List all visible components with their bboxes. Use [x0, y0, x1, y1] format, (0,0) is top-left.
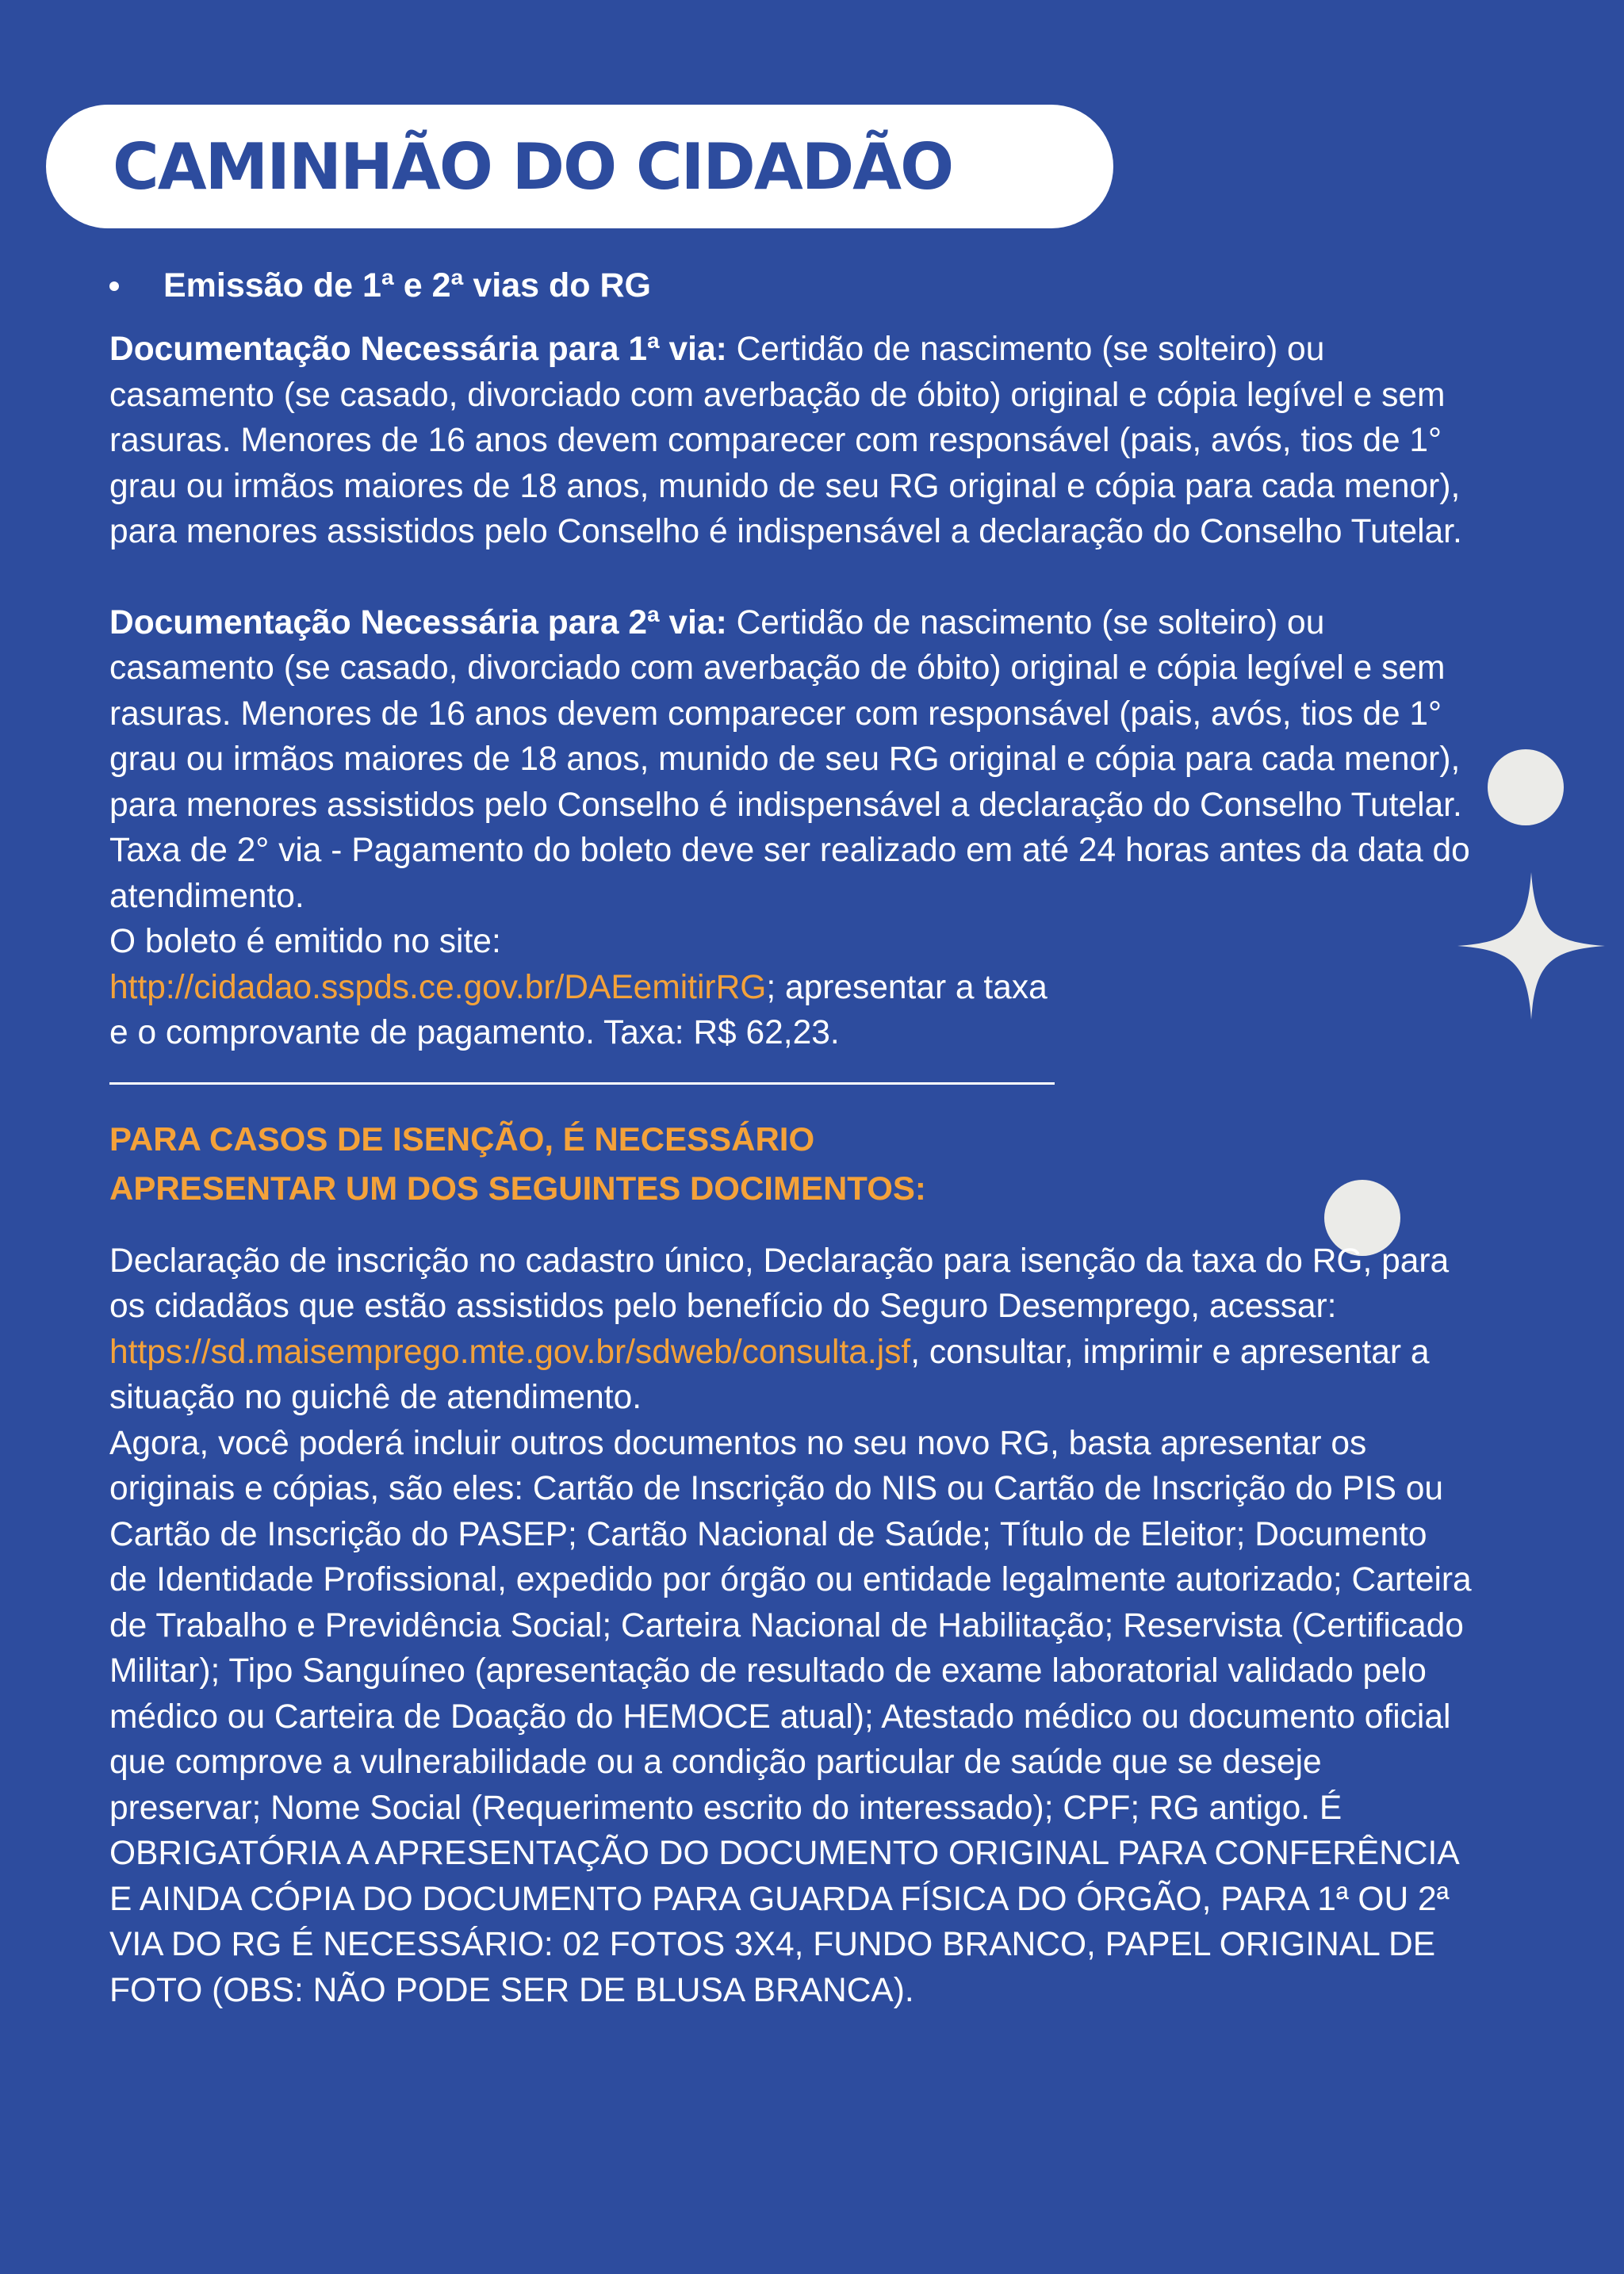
exemption-heading-line2: APRESENTAR UM DOS SEGUINTES DOCIMENTOS: — [109, 1169, 926, 1207]
bullet-icon — [109, 281, 119, 291]
bullet-item — [109, 260, 1473, 312]
first-via-text: Certidão de nascimento (se solteiro) ou casamento (se casado, divorciado com averbação de óbito) original e cópia legível e sem rasuras. Menores de 16 anos devem comparecer com responsável (pais, avós, tios de 1° grau ou irmãos maiores de 18 anos, munido de seu RG original e cópia para cada menor), para menores assistidos pelo Conselho é indispensável a declaração do Conselho Tutelar. — [109, 331, 1462, 550]
divider — [109, 1082, 1055, 1085]
exemption-paragraph — [109, 1238, 1473, 2014]
page-title: CAMINHÃO DO CIDADÃO — [113, 129, 953, 204]
second-via-text: Certidão de nascimento (se solteiro) ou casamento (se casado, divorciado com averbação de óbito) original e cópia legível e sem rasuras. Menores de 16 anos devem comparecer com responsável (pais, avós, tios de 1° grau ou irmãos maiores de 18 anos, munido de seu RG original e cópia para cada menor), para menores assistidos pelo Conselho é indispensável a declaração do Conselho Tutelar. Taxa de 2° via - Pagamento do boleto deve ser realizado em até 24 horas antes da data do atendimento. — [109, 603, 1470, 915]
content — [109, 260, 1473, 2013]
first-via-paragraph — [109, 327, 1473, 555]
sparkle-icon — [1457, 872, 1605, 1020]
decor-circle-top — [1488, 749, 1564, 825]
after-dae-link: ; apresentar a taxa — [766, 968, 1048, 1006]
fee-text: e o comprovante de pagamento. Taxa: R$ 62,23. — [109, 1014, 840, 1051]
bullet-text: Emissão de 1ª e 2ª vias do RG — [163, 266, 651, 305]
first-via-label: Documentação Necessária para 1ª via: — [109, 331, 727, 368]
after-seguro-link: , consultar, imprimir e apresentar a situação no guichê de atendimento. — [109, 1333, 1430, 1416]
dae-link[interactable]: http://cidadao.sspds.ce.gov.br/DAEemitirRG — [109, 968, 767, 1006]
second-via-paragraph — [109, 600, 1473, 1056]
seguro-desemprego-link[interactable]: https://sd.maisemprego.mte.gov.br/sdweb/consulta.jsf — [109, 1333, 911, 1371]
other-documents-text: Agora, você poderá incluir outros documentos no seu novo RG, basta apresentar os originais e cópias, são eles: Cartão de Inscrição do NIS ou Cartão de Inscrição do PIS ou Cartão de Inscrição do PASEP; Cartão Nacional de Saúde; Título de Eleitor; Documento de Identidade Profissional, expedido por órgão ou entidade legalmente autorizado; Carteira de Trabalho e Previdência Social; Carteira Nacional de Habilitação; Reservista (Certificado Militar); Tipo Sanguíneo (apresentação de resultado de exame laboratorial validado pelo médico ou Carteira de Doação do HEMOCE atual); Atestado médico ou documento oficial que comprove a vulnerabilidade ou a condição particular de saúde que se deseje preservar; Nome Social (Requerimento escrito do interessado); CPF; RG antigo. É OBRIGATÓRIA A APRESENTAÇÃO DO DOCUMENTO ORIGINAL PARA CONFERÊNCIA E AINDA CÓPIA DO DOCUMENTO PARA GUARDA FÍSICA DO ÓRGÃO, PARA 1ª OU 2ª VIA DO RG É NECESSÁRIO: 02 FOTOS 3X4, FUNDO BRANCO, PAPEL ORIGINAL DE FOTO (OBS: NÃO PODE SER DE BLUSA BRANCA). — [109, 1424, 1472, 2009]
exemption-heading-line1: PARA CASOS DE ISENÇÃO, É NECESSÁRIO — [109, 1120, 815, 1158]
title-banner — [46, 105, 1113, 228]
exemption-heading — [109, 1115, 1473, 1213]
boleto-intro: O boleto é emitido no site: — [109, 923, 501, 960]
exemption-text: Declaração de inscrição no cadastro único, Declaração para isenção da taxa do RG, para os cidadãos que estão assistidos pelo benefício do Seguro Desemprego, acessar: — [109, 1242, 1450, 1325]
second-via-label: Documentação Necessária para 2ª via: — [109, 603, 727, 641]
